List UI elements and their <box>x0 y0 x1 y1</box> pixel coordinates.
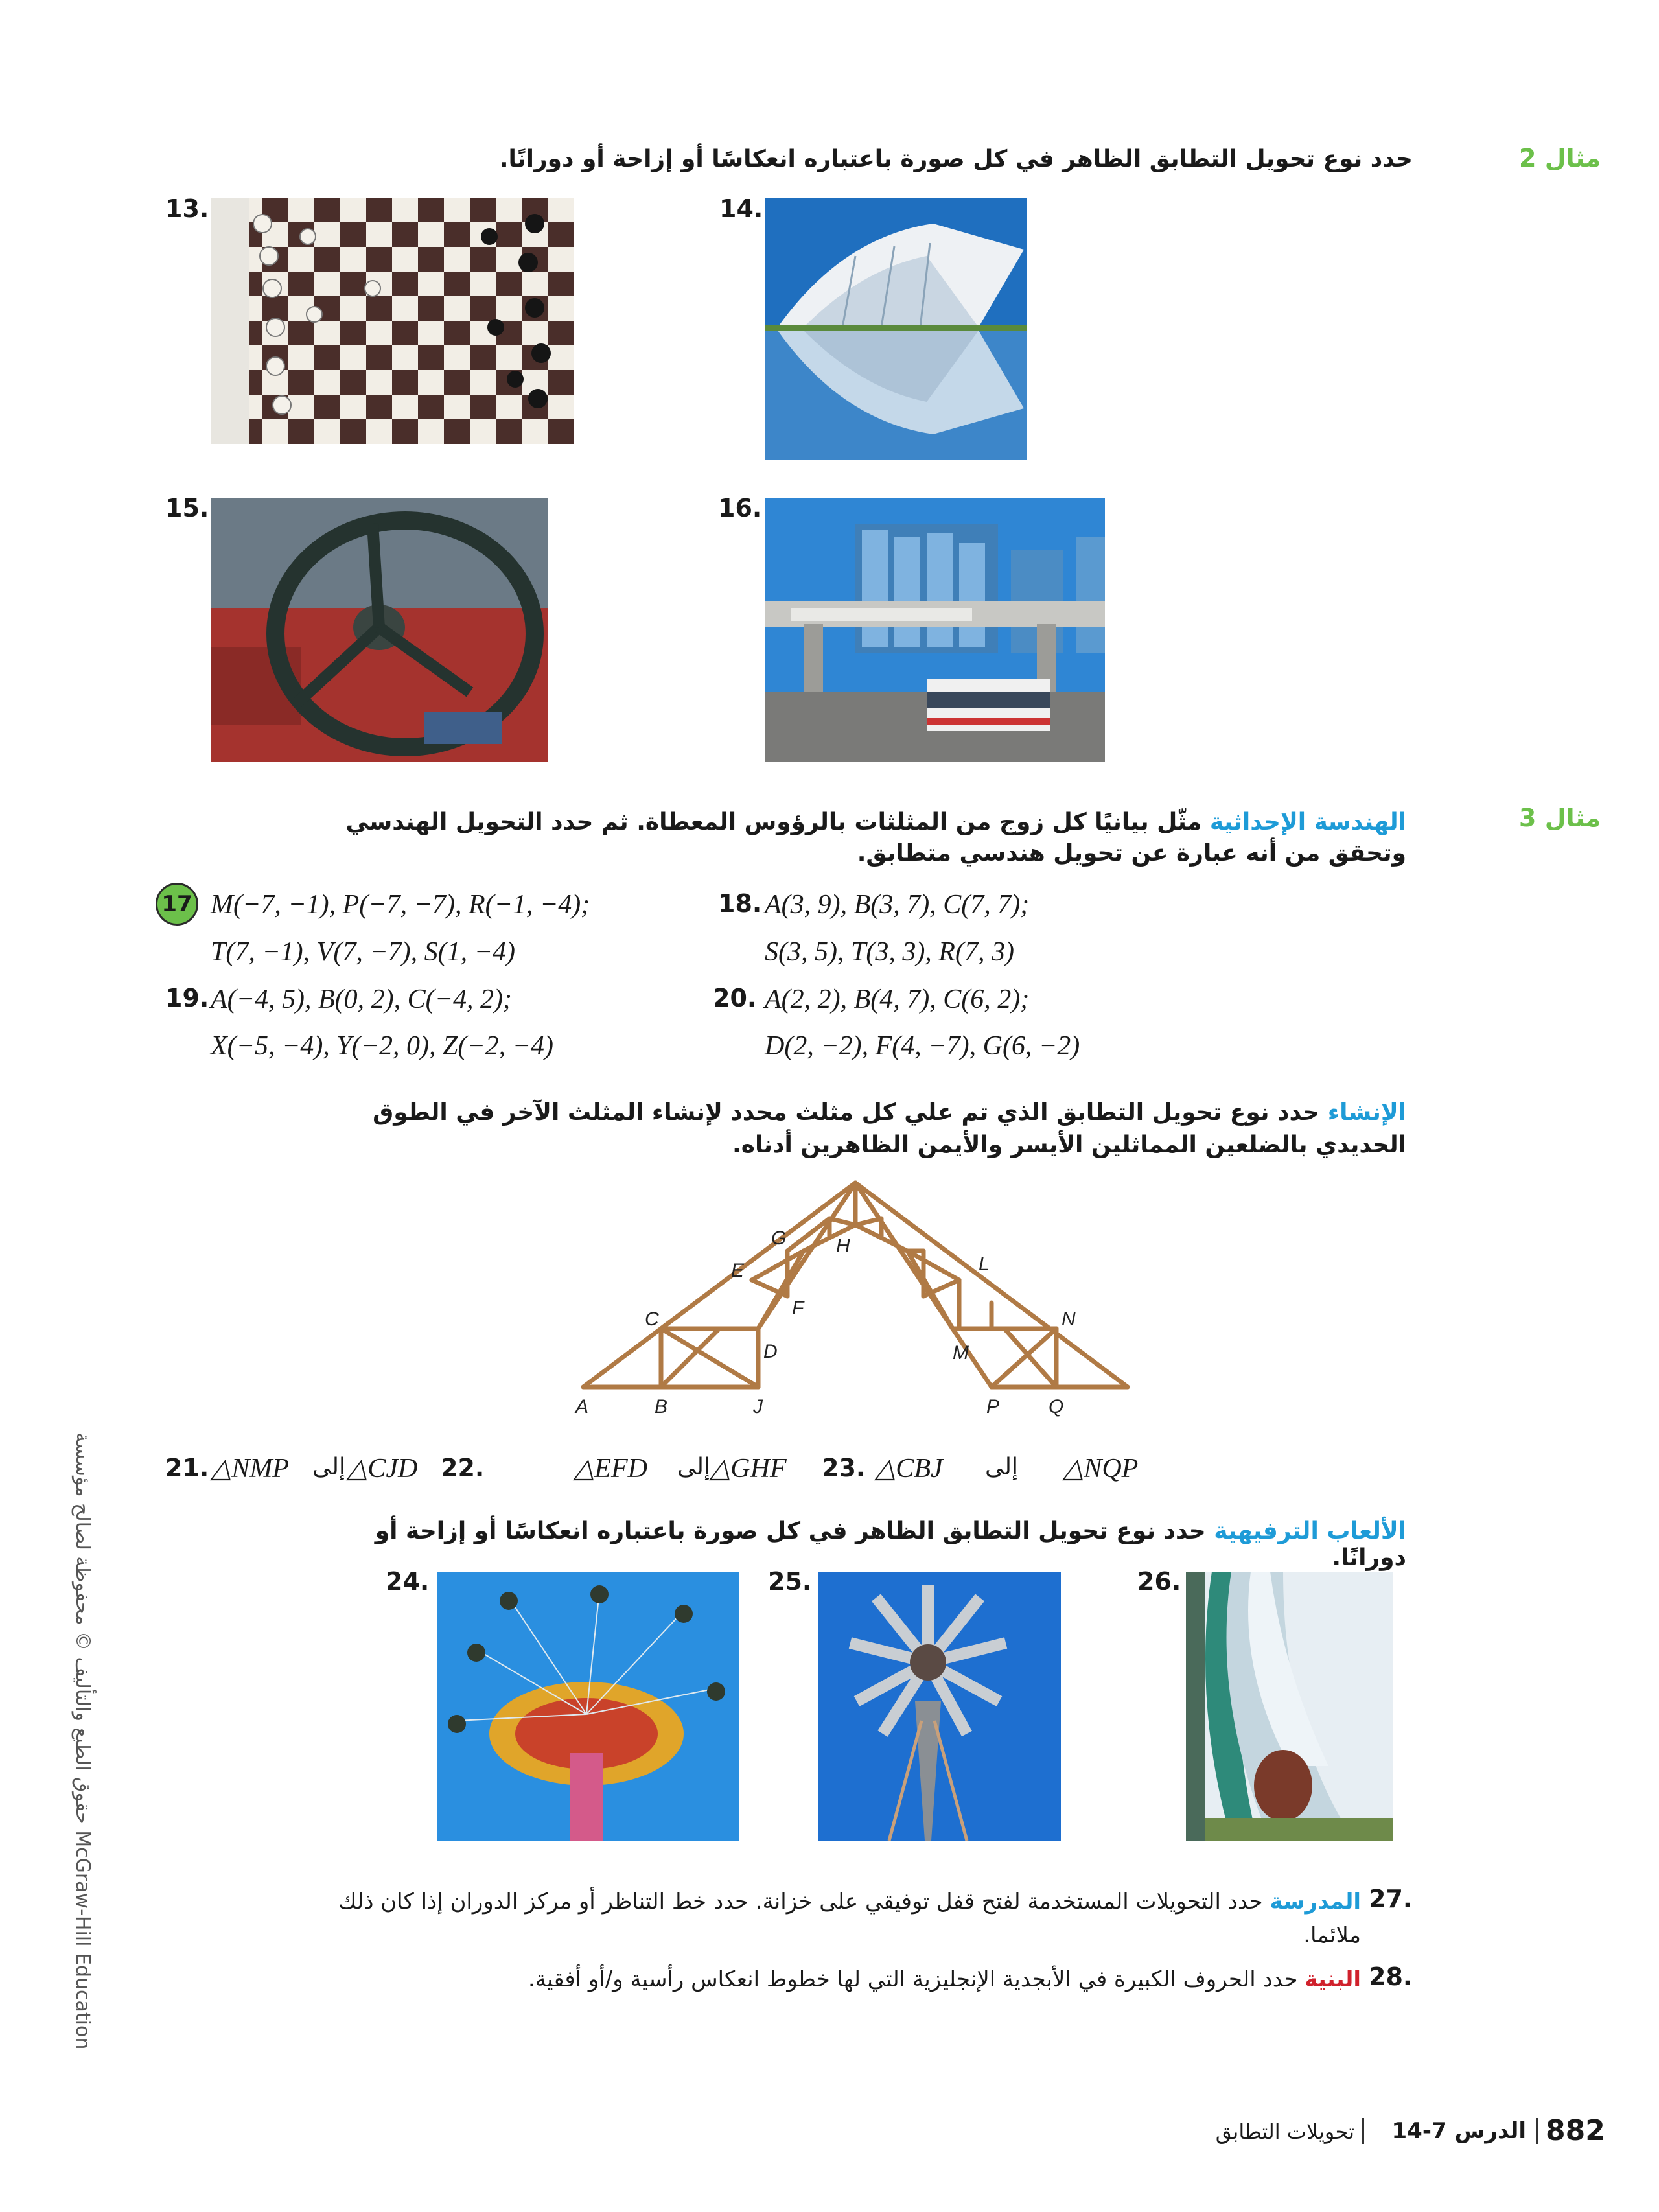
truss-label-d: D <box>763 1341 778 1362</box>
construction-block <box>324 1097 1406 1161</box>
problem-18-line1: A(3, 9), B(3, 7), C(7, 7); <box>765 890 1030 920</box>
footer-separator <box>1536 2118 1538 2144</box>
problem-27-topic: المدرسة <box>1270 1889 1361 1915</box>
problem-21-first: △NMP <box>211 1454 289 1484</box>
problem-17-line2: T(7, −1), V(7, −7), S(1, −4) <box>211 937 515 967</box>
truss-label-a: A <box>575 1396 589 1417</box>
problem-21-second: △CJD <box>347 1454 418 1484</box>
reflected-building-photo <box>765 198 1027 460</box>
truss-right-rafter <box>855 1183 1128 1387</box>
truss-label-h: H <box>836 1235 850 1257</box>
problem-28-block <box>279 1962 1361 1996</box>
problem-20-line2: D(2, −2), F(4, −7), G(6, −2) <box>765 1031 1080 1061</box>
problem-26-number: 26. <box>1137 1567 1181 1596</box>
problem-22-second: △GHF <box>710 1454 787 1484</box>
windmill-photo <box>818 1572 1061 1841</box>
problem-27-number: 27. <box>1369 1885 1413 1913</box>
steering-wheel-photo <box>211 498 548 762</box>
problem-17-badge: 17 <box>156 883 198 926</box>
roof-truss-diagram <box>564 1173 1147 1426</box>
truss-label-m: M <box>953 1342 969 1364</box>
problem-18-number: 18. <box>718 889 762 918</box>
problem-24-number: 24. <box>386 1567 430 1596</box>
problem-21-to: إلى <box>312 1454 345 1480</box>
city-bridge-bus-photo <box>765 498 1105 762</box>
problem-16-number: 16. <box>718 494 762 522</box>
problem-18-line2: S(3, 5), T(3, 3), R(7, 3) <box>765 937 1014 967</box>
truss-label-b: B <box>655 1396 668 1417</box>
truss-label-j: J <box>753 1396 763 1417</box>
problem-25-number: 25. <box>768 1567 812 1596</box>
problem-22-number: 22. <box>441 1454 485 1482</box>
truss-label-c: C <box>645 1309 659 1330</box>
footer-separator-2 <box>1362 2118 1364 2144</box>
problem-28-topic: البنية <box>1305 1966 1361 1992</box>
problem-14-number: 14. <box>719 194 763 223</box>
truss-left-rafter <box>583 1183 855 1387</box>
truss-label-g: G <box>771 1228 787 1249</box>
rides-topic: الألعاب الترفيهية <box>1214 1518 1406 1544</box>
example-2-label: مثال 2 <box>1519 144 1601 172</box>
example-3-block <box>305 807 1406 869</box>
problem-23-to: إلى <box>985 1454 1018 1480</box>
construction-topic: الإنشاء <box>1327 1099 1406 1126</box>
problem-28-number: 28. <box>1369 1962 1413 1991</box>
footer-title: تحويلات التطابق <box>1215 2119 1354 2144</box>
chessboard-photo <box>211 198 574 444</box>
page-number: 882 <box>1546 2114 1605 2147</box>
copyright-sidebar: حقوق الطبع والتأليف © محفوظة لصالح مؤسسة McGraw-Hill Education <box>71 1432 94 2050</box>
problem-19-number: 19. <box>165 984 209 1012</box>
problem-28-text: حدد الحروف الكبيرة في الأبجدية الإنجليزية التي لها خطوط انعكاس رأسية و/أو أفقية. <box>528 1966 1298 1992</box>
truss-label-e: E <box>731 1260 745 1281</box>
example-3-topic: الهندسة الإحداثية <box>1209 809 1406 835</box>
problem-23-second: △NQP <box>1063 1454 1139 1484</box>
problem-15-number: 15. <box>165 494 209 522</box>
truss-label-l: L <box>979 1253 990 1275</box>
problem-20-number: 20. <box>713 984 757 1012</box>
rides-instruction: حدد نوع تحويل التطابق الظاهر في كل صورة باعتباره انعكاسًا أو إزاحة أو دورانًا. <box>375 1518 1406 1571</box>
truss-label-f: F <box>792 1298 804 1319</box>
truss-label-q: Q <box>1049 1396 1064 1417</box>
truss-label-p: P <box>986 1396 1000 1417</box>
problem-19-line2: X(−5, −4), Y(−2, 0), Z(−2, −4) <box>211 1031 553 1061</box>
problem-20-line1: A(2, 2), B(4, 7), C(6, 2); <box>765 984 1030 1014</box>
problem-17-line1: M(−7, −1), P(−7, −7), R(−1, −4); <box>211 890 590 920</box>
problem-27-text: حدد التحويلات المستخدمة لفتح قفل توفيقي على خزانة. حدد خط التناظر أو مركز الدوران إذا كان ذلك ملائما. <box>338 1889 1361 1948</box>
rides-block <box>363 1518 1406 1571</box>
construction-instruction: حدد نوع تحويل التطابق الذي تم علي كل مثلث محدد لإنشاء المثلث الآخر في الطوق الحديدي بالضلعين المماثلين الأيسر والأيمن الظاهرين أدناه. <box>373 1099 1406 1158</box>
example-3-instruction: مثّل بيانيًا كل زوج من المثلثات بالرؤوس المعطاة. ثم حدد التحويل الهندسي وتحقق من أنه عبارة عن تحويل هندسي متطابق. <box>345 809 1406 867</box>
water-slide-photo <box>1186 1572 1393 1841</box>
swing-ride-photo <box>437 1572 739 1841</box>
problem-23-number: 23. <box>822 1454 866 1482</box>
example-3-label: مثال 3 <box>1519 804 1601 832</box>
problem-13-number: 13. <box>165 194 209 223</box>
problem-23-first: △CBJ <box>875 1454 943 1484</box>
example-2-instruction: حدد نوع تحويل التطابق الظاهر في كل صورة باعتباره انعكاسًا أو إزاحة أو دورانًا. <box>499 146 1413 172</box>
problem-22-to: إلى <box>677 1454 710 1480</box>
problem-19-line1: A(−4, 5), B(0, 2), C(−4, 2); <box>211 984 512 1014</box>
truss-label-n: N <box>1062 1309 1076 1330</box>
problem-27-block <box>279 1885 1361 1952</box>
problem-21-number: 21. <box>165 1454 209 1482</box>
problem-22-first: △EFD <box>574 1454 647 1484</box>
footer-lesson: الدرس 7-14 <box>1391 2118 1526 2144</box>
